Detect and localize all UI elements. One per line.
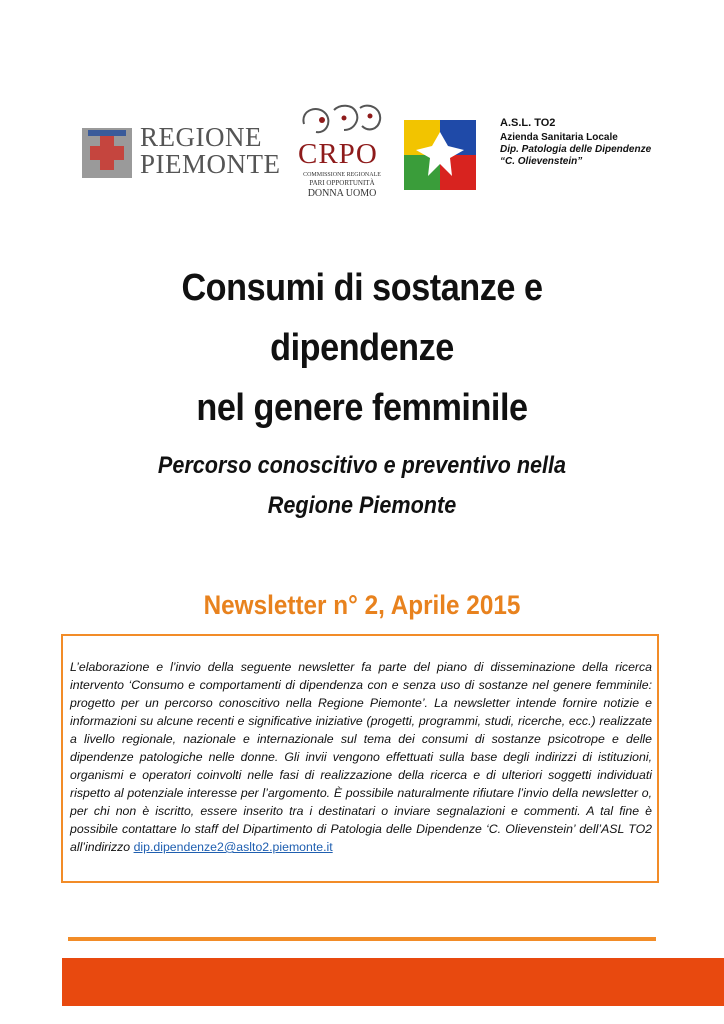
regione-logo-line1: REGIONE — [140, 122, 262, 152]
footer-band — [62, 958, 724, 1006]
regione-logo-text — [140, 124, 281, 178]
asl-hands-icon — [404, 120, 476, 190]
crpo-subtitle-3: DONNA UOMO — [307, 188, 377, 199]
crpo-subtitle-2: PARI OPPORTUNITÀ — [309, 179, 375, 187]
page-title — [36, 258, 688, 438]
newsletter-heading: Newsletter n° 2, Aprile 2015 — [203, 590, 521, 620]
info-text: L’elaborazione e l’invio della seguente newsletter fa parte del piano di disseminazione della ricerca intervento ‘Consumo e comportamenti di dipendenza con e senza uso di sostanze nel genere femminile: progetto per un percorso conoscitivo nella Regione Piemonte’. La newsletter intende fornire notizie e informazioni su alcune recenti e significative iniziative (progetti, programmi, studi, ricerche, ecc.) realizzate a livello regionale, nazionale e internazionale sul tema dei consumi di sostanze psicotrope e delle dipendenze patologiche nelle donne. Gli invii vengono effettuati sulla base degli indirizzi di istituzioni, organismi e operatori coinvolti nelle fasi di realizzazione della ricerca e di ulteriori soggetti individuati rispetto al potenziale interesse per l’argomento. È possibile naturalmente rifiutare l’invio della newsletter o, per chi non è iscritto, essere inserito tra i destinatari o inviare segnalazioni e commenti. A tal fine è possibile contattare lo staff del Dipartimento di Patologia delle Dipendenze ‘C. Olievenstein’ dell’ASL TO2 all’indirizzo — [70, 660, 652, 854]
asl-line-3: “C. Olievenstein” — [500, 156, 583, 167]
asl-info — [500, 117, 651, 168]
asl-name: A.S.L. TO2 — [500, 117, 556, 129]
info-box — [61, 634, 659, 883]
crpo-faces-icon — [296, 100, 384, 140]
crpo-title: CRPO — [298, 138, 378, 170]
orange-divider — [68, 937, 656, 941]
asl-line-1: Azienda Sanitaria Locale — [500, 132, 618, 143]
info-paragraph — [70, 658, 652, 856]
page-subtitle — [36, 446, 688, 526]
crpo-logo — [290, 100, 390, 200]
title-line-3: nel genere femminile — [196, 387, 528, 429]
subtitle-line-1: Percorso conoscitivo e preventivo nella — [157, 452, 567, 479]
crpo-subtitle-1: COMMISSIONE REGIONALE — [303, 172, 381, 178]
regione-piemonte-logo — [82, 122, 281, 182]
contact-email-link[interactable]: dip.dipendenze2@aslto2.piemonte.it — [133, 840, 333, 854]
subtitle-line-2: Regione Piemonte — [267, 492, 457, 519]
title-line-2: dipendenze — [270, 327, 454, 369]
regione-logo-line2: PIEMONTE — [140, 149, 281, 179]
title-line-1: Consumi di sostanze e — [181, 267, 543, 309]
asl-line-2: Dip. Patologia delle Dipendenze — [500, 144, 652, 155]
regione-piemonte-crest-icon — [82, 128, 132, 178]
